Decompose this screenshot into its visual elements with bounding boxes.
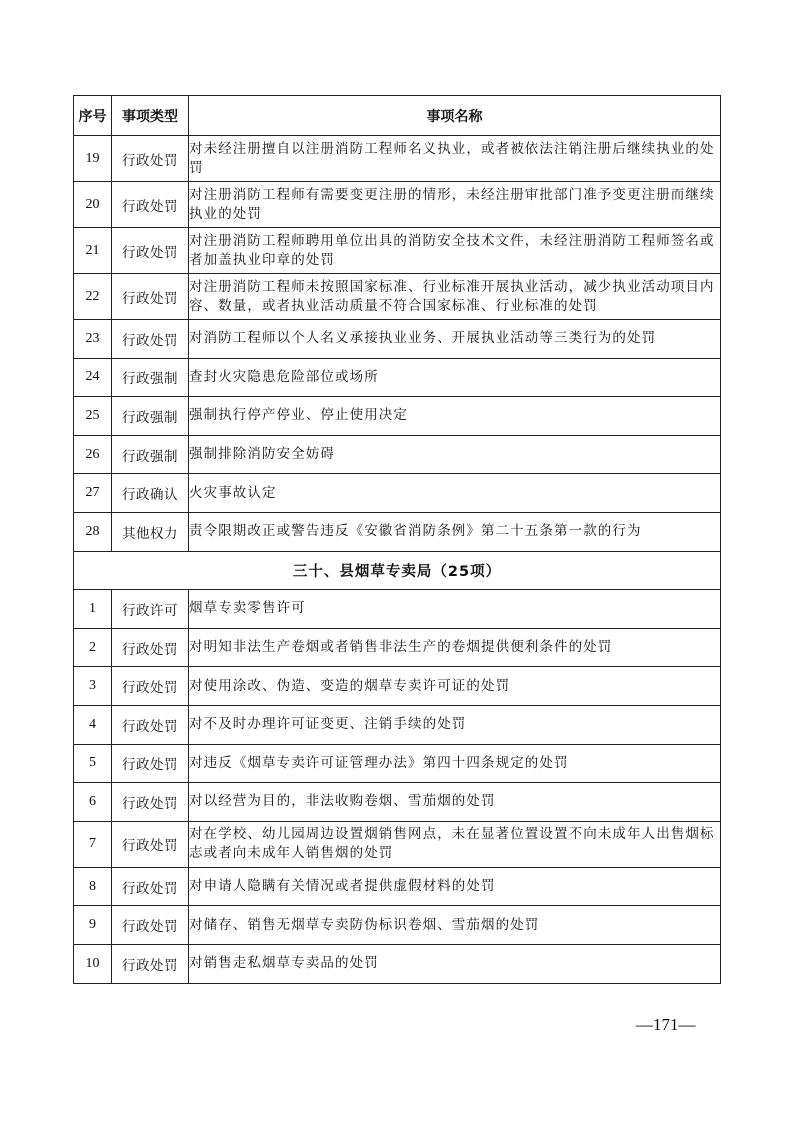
row-number: 27 <box>74 474 112 513</box>
table-row <box>74 667 721 706</box>
row-number: 2 <box>74 628 112 667</box>
table-row <box>74 744 721 783</box>
row-type: 行政处罚 <box>112 744 189 783</box>
row-name: 强制执行停产停业、停止使用决定 <box>189 397 721 436</box>
row-name: 对在学校、幼儿园周边设置烟销售网点，未在显著位置设置不向未成年人出售烟标志或者向未成年人销售烟的处罚 <box>189 821 721 867</box>
row-type: 行政处罚 <box>112 228 189 274</box>
row-number: 6 <box>74 783 112 822</box>
table-row <box>74 397 721 436</box>
row-type: 行政处罚 <box>112 136 189 182</box>
row-type: 行政强制 <box>112 397 189 436</box>
row-type: 行政处罚 <box>112 906 189 945</box>
row-type: 行政确认 <box>112 474 189 513</box>
table-row <box>74 274 721 320</box>
table-row <box>74 944 721 983</box>
table-header-row <box>74 96 721 136</box>
table-row <box>74 705 721 744</box>
table-row <box>74 906 721 945</box>
row-number: 4 <box>74 705 112 744</box>
row-name: 对注册消防工程师聘用单位出具的消防安全技术文件，未经注册消防工程师签名或者加盖执业印章的处罚 <box>189 228 721 274</box>
row-number: 25 <box>74 397 112 436</box>
row-name: 强制排除消防安全妨碍 <box>189 435 721 474</box>
row-name: 火灾事故认定 <box>189 474 721 513</box>
row-name: 对销售走私烟草专卖品的处罚 <box>189 944 721 983</box>
row-number: 5 <box>74 744 112 783</box>
row-number: 26 <box>74 435 112 474</box>
row-type: 行政处罚 <box>112 182 189 228</box>
table-row <box>74 867 721 906</box>
row-type: 行政处罚 <box>112 274 189 320</box>
row-number: 28 <box>74 512 112 551</box>
table-row <box>74 474 721 513</box>
row-type: 行政许可 <box>112 590 189 629</box>
row-name: 对储存、销售无烟草专卖防伪标识卷烟、雪茄烟的处罚 <box>189 906 721 945</box>
table-row <box>74 821 721 867</box>
table-row <box>74 358 721 397</box>
table-row <box>74 435 721 474</box>
row-type: 其他权力 <box>112 512 189 551</box>
row-name: 对注册消防工程师有需要变更注册的情形，未经注册审批部门准予变更注册而继续执业的处罚 <box>189 182 721 228</box>
row-name: 查封火灾隐患危险部位或场所 <box>189 358 721 397</box>
row-type: 行政强制 <box>112 435 189 474</box>
row-name: 对不及时办理许可证变更、注销手续的处罚 <box>189 705 721 744</box>
table-row <box>74 628 721 667</box>
row-name: 责令限期改正或警告违反《安徽省消防条例》第二十五条第一款的行为 <box>189 512 721 551</box>
row-name: 对申请人隐瞒有关情况或者提供虚假材料的处罚 <box>189 867 721 906</box>
row-name: 烟草专卖零售许可 <box>189 590 721 629</box>
row-number: 9 <box>74 906 112 945</box>
page-number: —171— <box>636 1015 696 1034</box>
row-name: 对未经注册擅自以注册消防工程师名义执业，或者被依法注销注册后继续执业的处罚 <box>189 136 721 182</box>
header-item-name: 事项名称 <box>189 96 721 136</box>
row-type: 行政处罚 <box>112 944 189 983</box>
header-item-type: 事项类型 <box>112 96 189 136</box>
section-title: 三十、县烟草专卖局（25项） <box>74 551 721 590</box>
row-name: 对违反《烟草专卖许可证管理办法》第四十四条规定的处罚 <box>189 744 721 783</box>
row-number: 1 <box>74 590 112 629</box>
row-type: 行政处罚 <box>112 628 189 667</box>
table-row <box>74 136 721 182</box>
row-type: 行政处罚 <box>112 705 189 744</box>
row-number: 10 <box>74 944 112 983</box>
row-type: 行政处罚 <box>112 667 189 706</box>
row-number: 8 <box>74 867 112 906</box>
row-number: 20 <box>74 182 112 228</box>
row-number: 21 <box>74 228 112 274</box>
table-row <box>74 512 721 551</box>
row-type: 行政处罚 <box>112 320 189 359</box>
row-number: 19 <box>74 136 112 182</box>
row-number: 22 <box>74 274 112 320</box>
table-row <box>74 590 721 629</box>
table-row <box>74 783 721 822</box>
section-header-row <box>74 551 721 590</box>
table-row <box>74 182 721 228</box>
authority-list-table <box>73 95 721 984</box>
row-number: 23 <box>74 320 112 359</box>
row-type: 行政处罚 <box>112 821 189 867</box>
row-number: 3 <box>74 667 112 706</box>
row-number: 7 <box>74 821 112 867</box>
row-name: 对消防工程师以个人名义承接执业业务、开展执业活动等三类行为的处罚 <box>189 320 721 359</box>
table-row <box>74 228 721 274</box>
row-name: 对注册消防工程师未按照国家标准、行业标准开展执业活动，减少执业活动项目内容、数量，或者执业活动质量不符合国家标准、行业标准的处罚 <box>189 274 721 320</box>
header-serial-number: 序号 <box>74 96 112 136</box>
row-name: 对使用涂改、伪造、变造的烟草专卖许可证的处罚 <box>189 667 721 706</box>
row-type: 行政处罚 <box>112 867 189 906</box>
row-name: 对以经营为目的，非法收购卷烟、雪茄烟的处罚 <box>189 783 721 822</box>
row-type: 行政强制 <box>112 358 189 397</box>
row-type: 行政处罚 <box>112 783 189 822</box>
row-number: 24 <box>74 358 112 397</box>
table-row <box>74 320 721 359</box>
row-name: 对明知非法生产卷烟或者销售非法生产的卷烟提供便利条件的处罚 <box>189 628 721 667</box>
